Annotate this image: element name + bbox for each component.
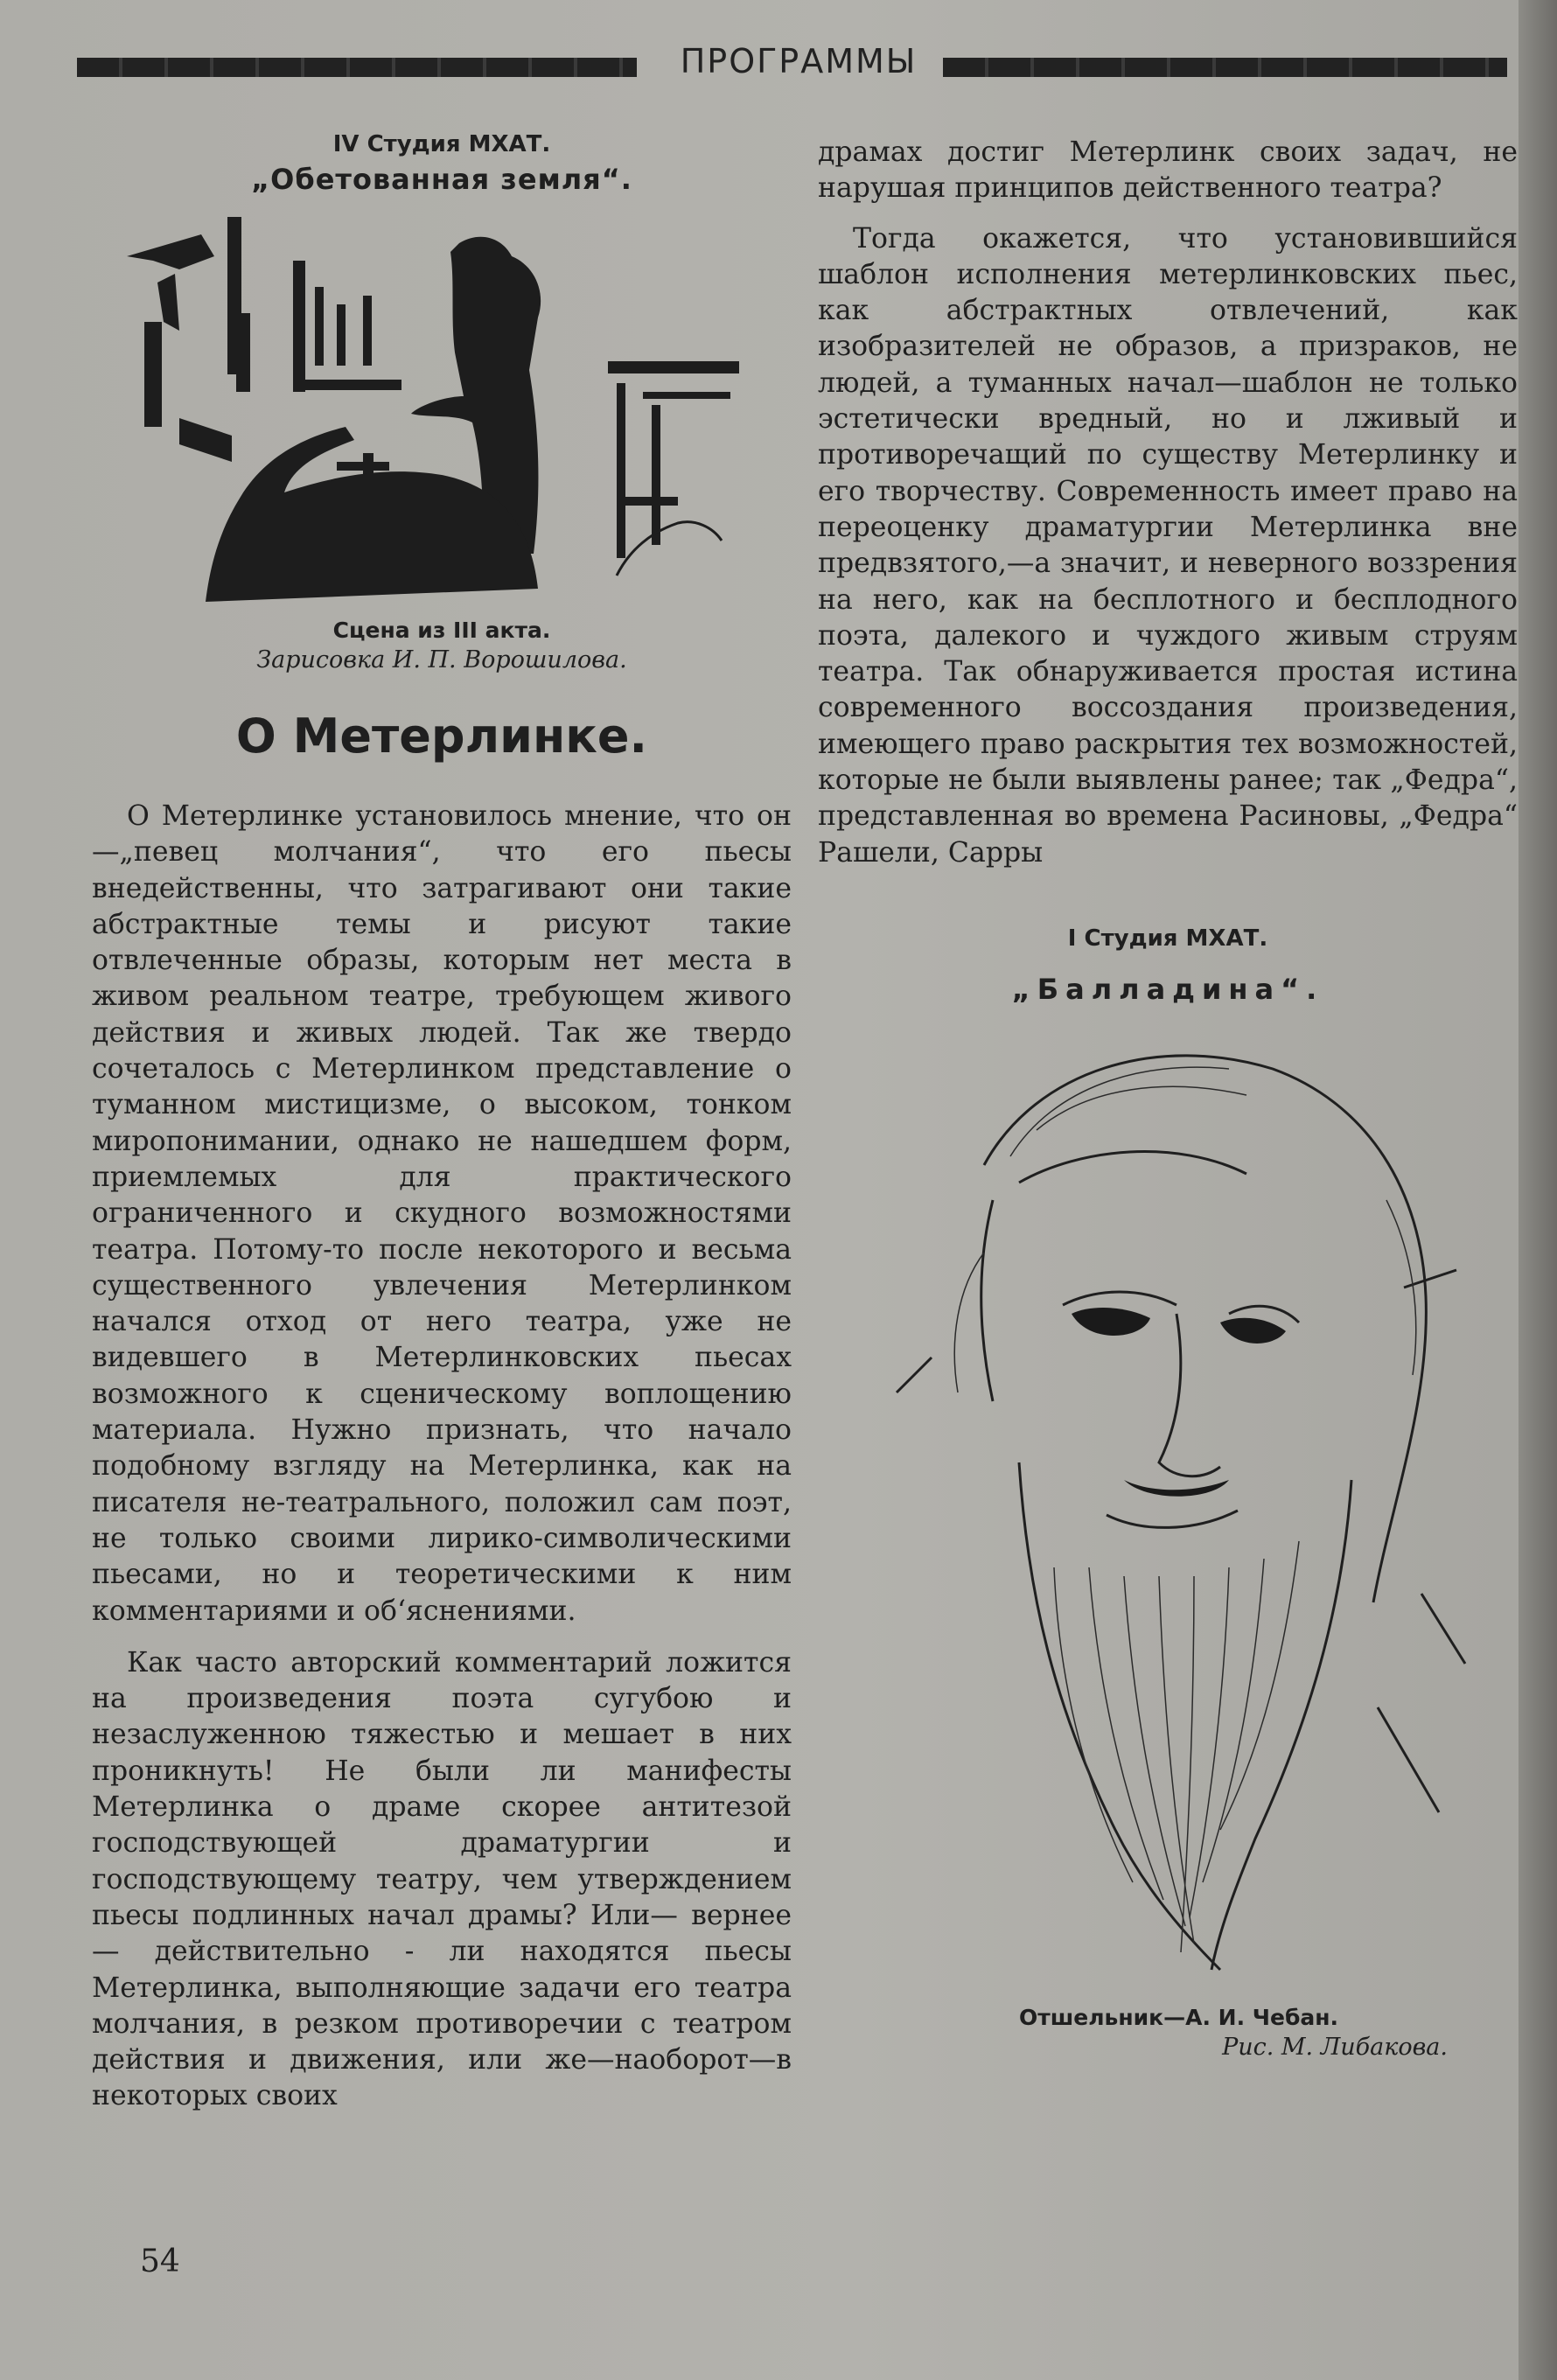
article-paragraph: Как часто авторский комментарий ложится на произведения поэта сугубою и незаслуженною тяжестью и мешает в них проникнуть! Не были ли манифесты Метерлинка о драме скорее антитезой господствующей драматургии и господствующему театру, чем утверждением пьесы подлинных начал драмы? Или— вернее — действительно - ли находятся пьесы Метерлинка, выполняющие задачи его театра молчания, в резком противоречии с театром действия и движения, или же—наоборот—в некоторых своих [92, 1646, 792, 2112]
page-number: 54 [140, 2244, 180, 2279]
book-spine-shadow [1519, 0, 1557, 2380]
section-title: ПРОГРАММЫ [680, 42, 918, 80]
header-rule-left [77, 58, 637, 77]
article-paragraph: О Метерлинке установилось мнение, что он—„певец молчания“, что его пьесы внедейственны, что затрагивают они такие абстрактные темы и рисуют такие отвлеченные образы, которым нет места в живом реальном театре, требующем живого действия и живых людей. Так же твердо сочеталось с Метерлинком представление о туманном мистицизме, о высоком, тонком миропонимании, однако не нашедшем форм, приемлемых для практического ограниченного и скудного возможностями театра. Потому-то после некоторого и весьма существенного увлечения Метерлинком начался отход от него театра, уже не видевшего в Метерлинковских пьесах возможного к сценическому воплощению материала. Нужно признать, что начало подобному взгляду на Метерлинка, как на писателя не-театрального, положил сам поэт, не только своими лирико-символическими пьесами, но и теоретическими к ним комментариями и об‘яснениями. [92, 800, 792, 1627]
header-rule-right [943, 58, 1507, 77]
illustration-credit: Зарисовка И. П. Ворошилова. [256, 646, 627, 674]
play-title: „Обетованная земля“. [251, 163, 632, 196]
studio-name: IV Студия МХАТ. [332, 131, 551, 157]
hermit-portrait-drawing [862, 1025, 1474, 1996]
article-title: О Метерлинке. [235, 708, 648, 764]
studio-name: I Студия МХАТ. [1067, 925, 1268, 952]
stage-sketch-drawing [127, 208, 739, 602]
play-title: „Балладина“. [1011, 972, 1324, 1006]
hermit-portrait-illustration [862, 1025, 1474, 1996]
illustration-caption: Сцена из III акта. [332, 618, 551, 643]
article-paragraph: драмах достиг Метерлинк своих задач, не нарушая принципов действенного театра? [818, 136, 1518, 205]
illustration-credit: Рис. М. Либакова. [1222, 2033, 1448, 2061]
stage-sketch-illustration [127, 208, 739, 602]
article-paragraph: Тогда окажется, что установившийся шаблон исполнения метерлинковских пьес, как абстрактных отвлечений, как изобразителей не образов, а призраков, не людей, а туманных начал—шаблон не только эстетически вредный, но и лживый и противоречащий по существу Метерлинку и его творчеству. Современность имеет право на переоценку драматургии Метерлинка вне предвзятого,—а значит, и неверного воззрения на него, как на бесплотного и бесплодного поэта, далекого и чуждого живым струям театра. Так обнаруживается простая истина современного воссоздания произведения, имеющего право раскрытия тех возможностей, которые не были выявлены ранее; так „Федра“, представленная во времена Расиновы, „Федра“ Рашели, Сарры [818, 222, 1518, 869]
illustration-caption: Отшельник—А. И. Чебан. [1019, 2004, 1339, 2030]
left-column [92, 131, 792, 2115]
right-column [818, 131, 1518, 2061]
